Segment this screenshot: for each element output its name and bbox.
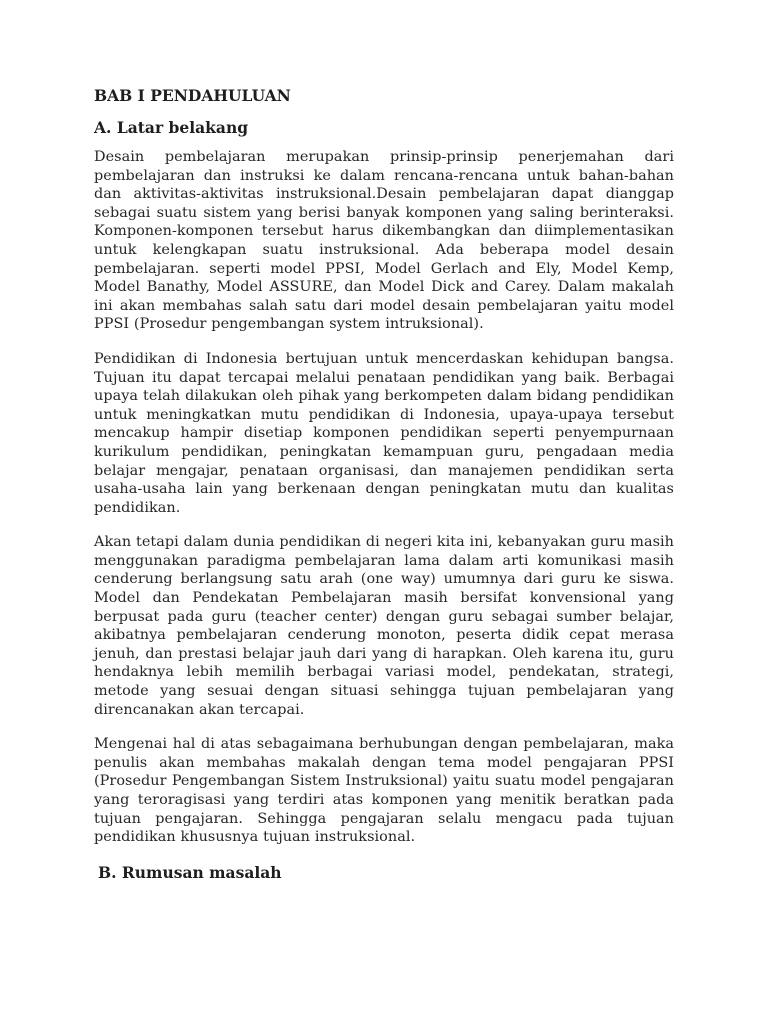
section-b-heading: B. Rumusan masalah: [98, 862, 282, 882]
paragraph-2: Pendidikan di Indonesia bertujuan untuk mencerdaskan kehidupan bangsa. Tujuan itu dapat tercapai melalui penataan pendidikan yang baik. Berbagai upaya telah dilakukan oleh pihak yang berkompeten dalam bidang pendidikan untuk meningkatkan mutu pendidikan di Indonesia, upaya-upaya tersebut mencakup hampir disetiap komponen pendidikan seperti penyempurnaan kurikulum pendidikan, peningkatan kemampuan guru, pengadaan media belajar mengajar, penataan organisasi, dan manajemen pendidikan serta usaha-usaha lain yang berkenaan dengan peningkatan mutu dan kualitas pendidikan.: [94, 350, 674, 516]
document-content: [94, 86, 674, 893]
paragraph-1: Desain pembelajaran merupakan prinsip-prinsip penerjemahan dari pembelajaran dan instruksi ke dalam rencana-rencana untuk bahan-bahan dan aktivitas-aktivitas instruksional.Desain pembelajaran dapat dianggap sebagai suatu sistem yang berisi banyak komponen yang saling berinteraksi. Komponen-komponen tersebut harus dikembangkan dan diimplementasikan untuk kelengkapan suatu instruksional. Ada beberapa model desain pembelajaran. seperti model PPSI, Model Gerlach and Ely, Model Kemp, Model Banathy, Model ASSURE, dan Model Dick and Carey. Dalam makalah ini akan membahas salah satu dari model desain pembelajaran yaitu model PPSI (Prosedur pengembangan system intruksional).: [94, 149, 674, 333]
paragraph-4: Mengenai hal di atas sebagaimana berhubungan dengan pembelajaran, maka penulis akan membahas makalah dengan tema model pengajaran PPSI (Prosedur Pengembangan Sistem Instruksional) yaitu suatu model pengajaran yang teroragisasi yang terdiri atas komponen yang menitik beratkan pada tujuan pengajaran. Sehingga pengajaran selalu mengacu pada tujuan pendidikan khususnya tujuan instruksional.: [94, 736, 674, 846]
paragraph-3: Akan tetapi dalam dunia pendidikan di negeri kita ini, kebanyakan guru masih menggunakan paradigma pembelajaran lama dalam arti komunikasi masih cenderung berlangsung satu arah (one way) umumnya dari guru ke siswa. Model dan Pendekatan Pembelajaran masih bersifat konvensional yang berpusat pada guru (teacher center) dengan guru sebagai sumber belajar, akibatnya pembelajaran cenderung monoton, peserta didik cepat merasa jenuh, dan prestasi belajar jauh dari yang di harapkan. Oleh karena itu, guru hendaknya lebih memilih berbagai variasi model, pendekatan, strategi, metode yang sesuai dengan situasi sehingga tujuan pembelajaran yang direncanakan akan tercapai.: [94, 534, 674, 718]
chapter-heading: BAB I PENDAHULUAN: [94, 86, 291, 105]
section-a-heading: A. Latar belakang: [94, 118, 249, 137]
